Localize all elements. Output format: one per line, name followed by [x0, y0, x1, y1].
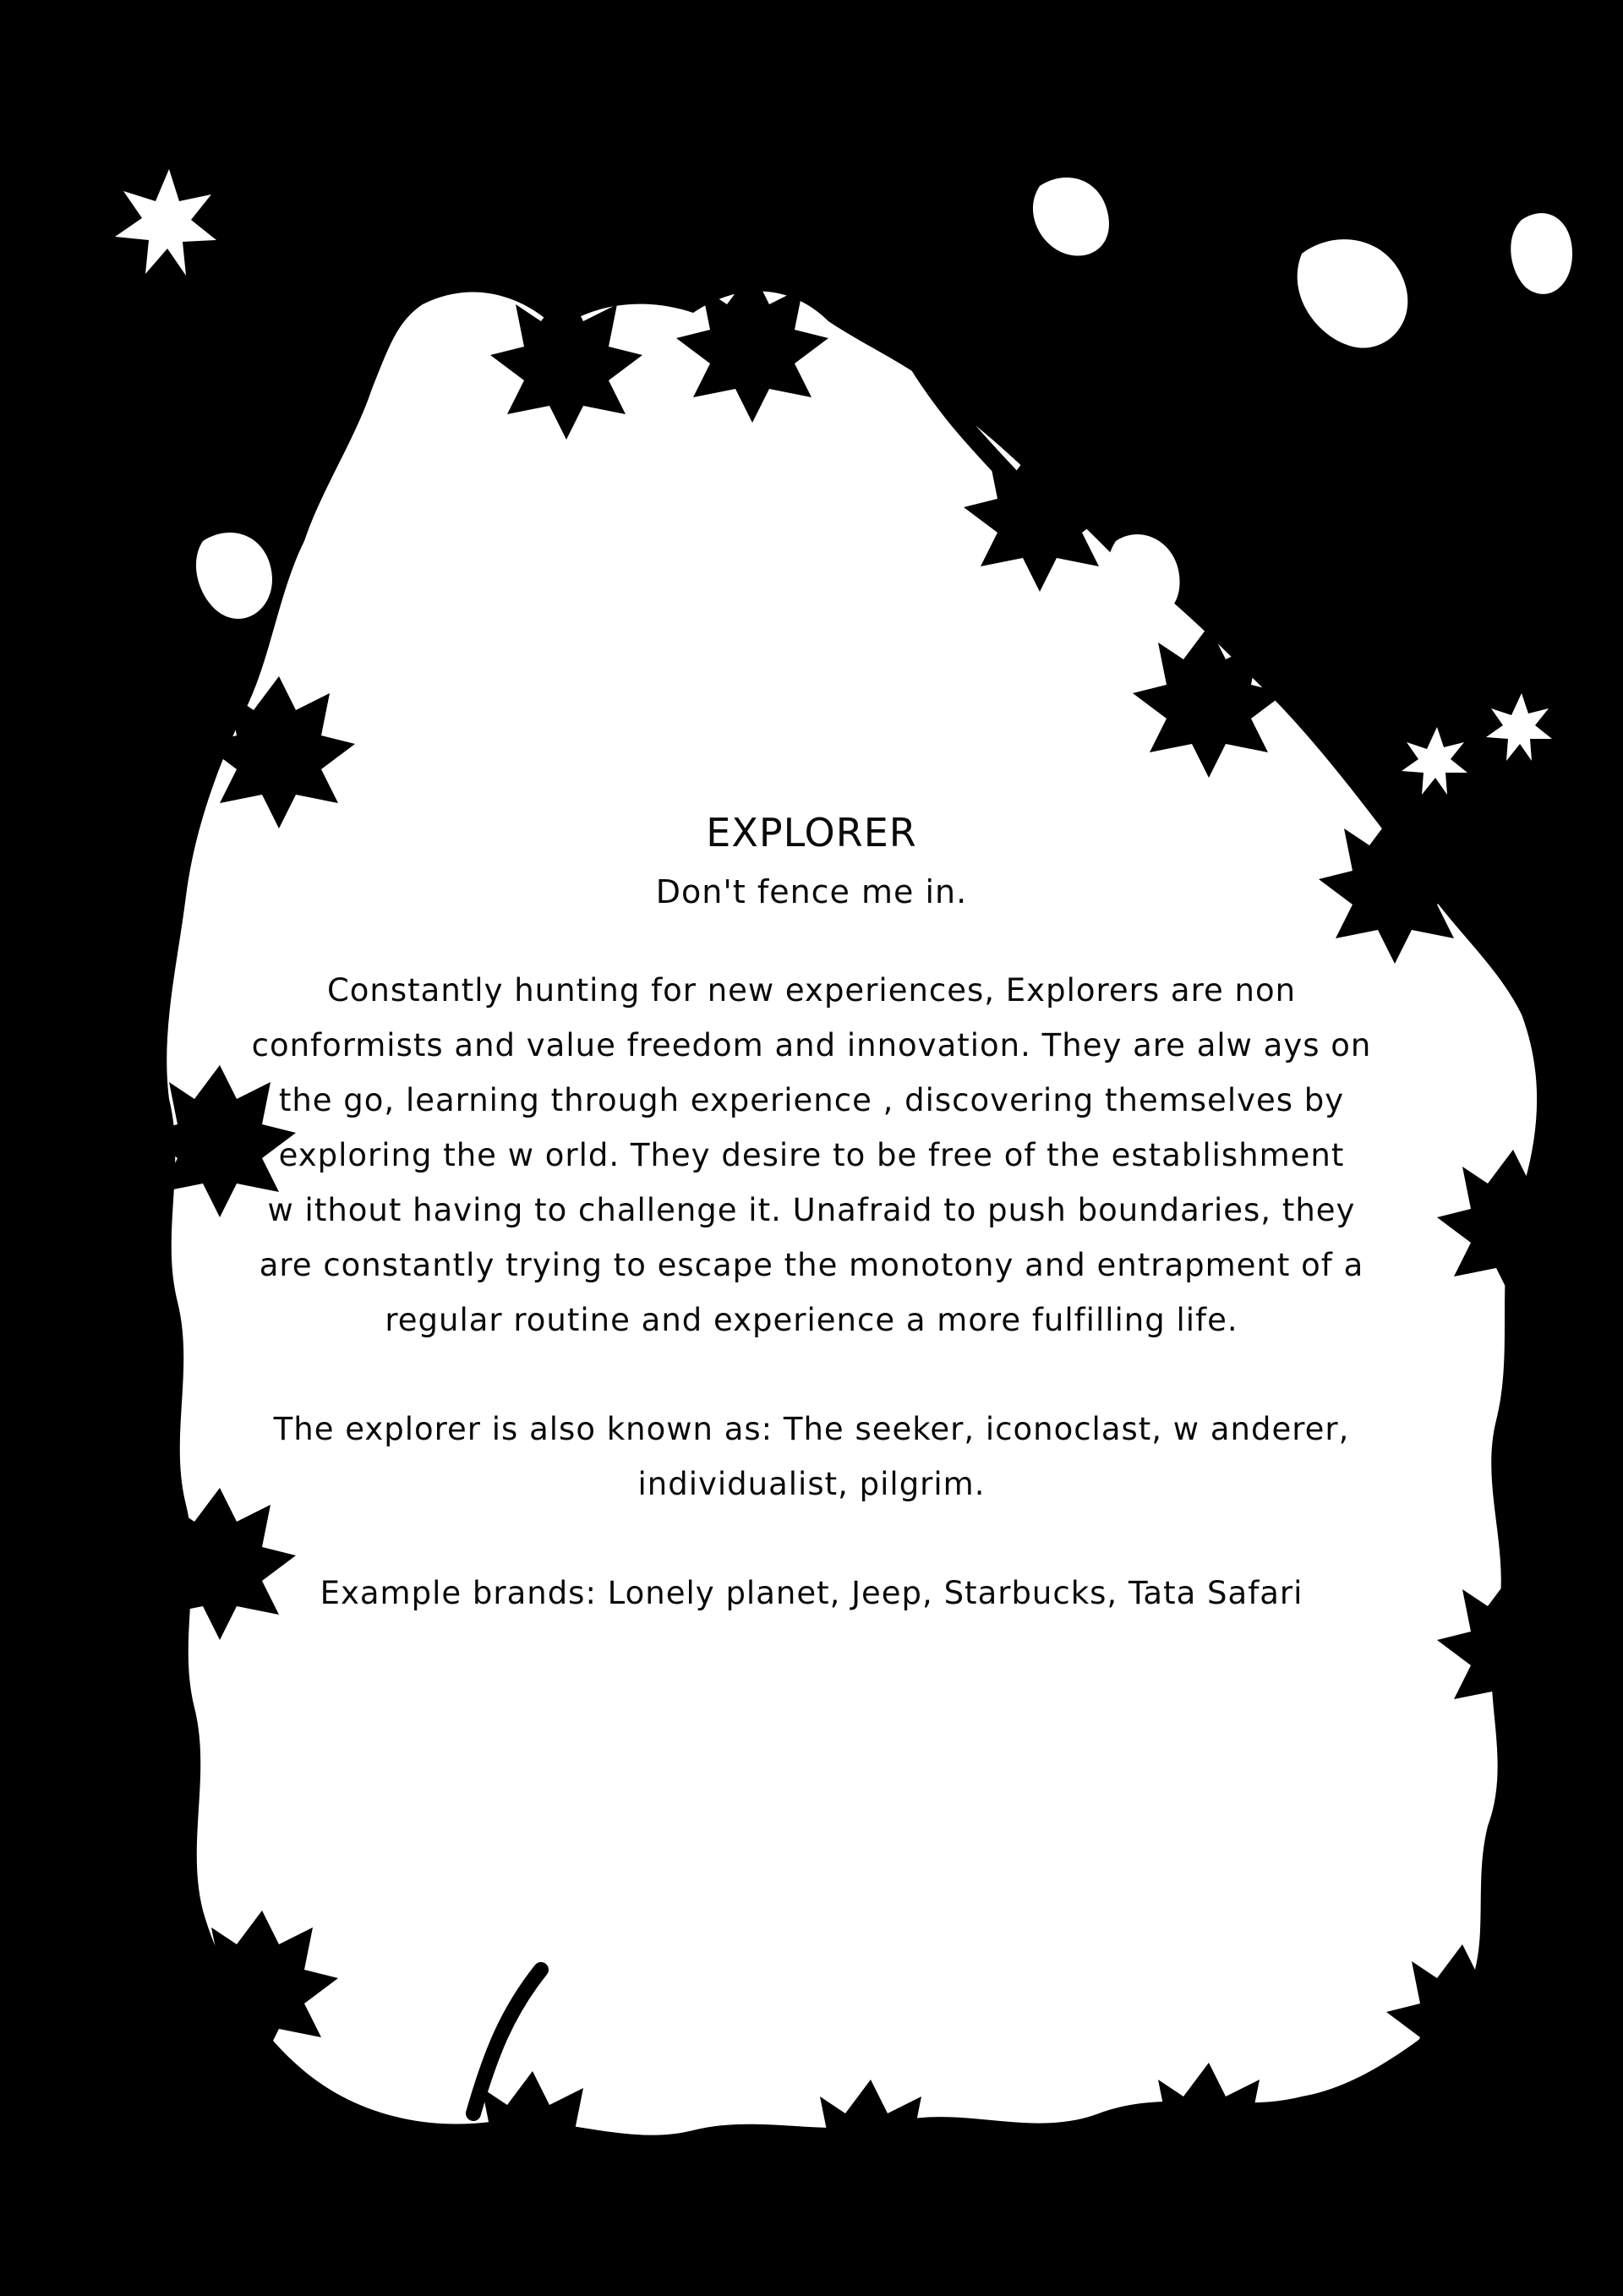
white-clearing [1511, 213, 1572, 294]
description [220, 963, 1403, 1348]
sparkle-icon [1402, 727, 1467, 795]
spacer [220, 1512, 1403, 1566]
aliases-line: individualist, pilgrim. [637, 1466, 986, 1502]
branch [947, 321, 1048, 406]
tagline: Don't fence me in. [655, 873, 968, 910]
white-clearing [196, 533, 272, 619]
description-line: conformists and value freedom and innovation. They are alw ays on [251, 1027, 1372, 1063]
aliases-line: The explorer is also known as: The seeker, iconoclast, w anderer, [273, 1411, 1350, 1447]
description-line: are constantly trying to escape the monotony and entrapment of a [259, 1247, 1364, 1283]
branch [144, 693, 169, 930]
description-line: regular routine and experience a more fulfilling life. [385, 1302, 1238, 1338]
white-clearing [1298, 239, 1408, 347]
spacer [220, 1348, 1403, 1402]
aliases [220, 1402, 1403, 1512]
description-line: Constantly hunting for new experiences, Explorers are non [326, 972, 1297, 1009]
page-title: EXPLORER [706, 810, 917, 856]
description-line: exploring the w orld. They desire to be free of the establishment [278, 1137, 1345, 1173]
description-line: the go, learning through experience , discovering themselves by [278, 1082, 1345, 1118]
archetype-text [220, 807, 1403, 1621]
white-clearing [1033, 178, 1109, 256]
description-line: w ithout having to challenge it. Unafraid to push boundaries, they [267, 1192, 1356, 1228]
brands-line: Example brands: Lonely planet, Jeep, Starbucks, Tata Safari [320, 1575, 1303, 1611]
sparkle-icon [1486, 693, 1552, 761]
star-icon [115, 169, 216, 276]
example-brands [220, 1566, 1403, 1621]
